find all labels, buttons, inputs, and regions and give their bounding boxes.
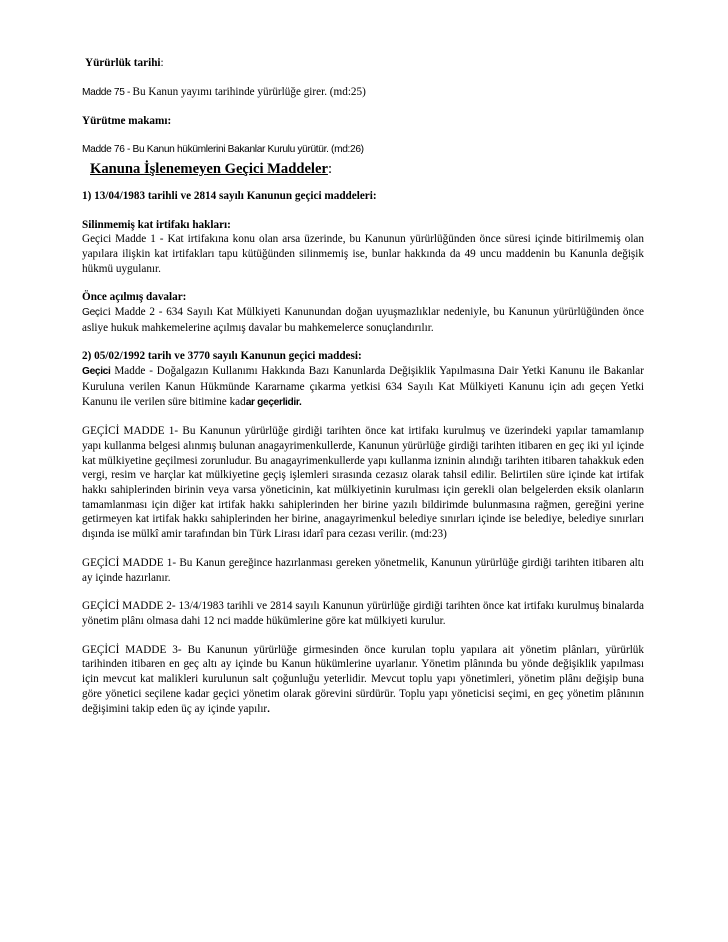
- unerased-rights-heading: Silinmemiş kat irtifakı hakları:: [82, 218, 231, 231]
- article-75: Madde 75 - Bu Kanun yayımı tarihinde yürürlüğe girer. (md:25): [82, 85, 366, 98]
- temporary-article-1-b: GEÇİCİ MADDE 1- Bu Kanun gereğince hazırlanması gereken yönetmelik, Kanunun yürürlüğe girdiği tarihten itibaren altı ay içinde hazırlanır.: [82, 556, 644, 584]
- document-page: [82, 56, 644, 717]
- temporary-article-3770: Geçici Madde - Doğalgazın Kullanımı Hakkında Bazı Kanunlarda Değişiklik Yapılmasına Dair Yetki Kanunu ile Bakanlar Kuruluna verilen Kanun Hükmünde Kararname çıkarma yetkisi 634 Sayılı Kat Mülkiyeti Kanunu için adı geçen Yetki Kanunu ile verilen süre bitimine kadar geçerlidir.: [82, 365, 644, 408]
- temporary-article-1-a: GEÇİCİ MADDE 1- Bu Kanunun yürürlüğe girdiği tarihten önce kat irtifakı kurulmuş ve üzerindeki yapılar tamamlanıp yapı kullanma belgesi alınmış bulunan anagayrimenkullerde, Kanunun yürürlüğe girdiği tarihten itibaren en geç iki yıl içinde kat mülkiyetine geçilmesi zorunludur. Bu anagayrimenkullerde yapı kullanma izninin alındığı tarihten itibaren tahakkuk eden vergi, resim ve harçlar kat mülkiyetine geçiş işlemleri sırasında cezasız olarak tahsil edilir. Belirtilen süre içinde kat irtifak hakkı sahiplerinden birinin veya varsa yöneticinin, kat mülkiyetinin kurulması için gerekli olan belgelerden eksik olanların tamamlanması için diğer kat irtifak hakkı sahiplerinden her birine yazılı bildirimde bulunmasına rağmen, gereğini yerine getirmeyen kat irtifak hakkı sahiplerinden her birine, anagayrimenkul belediye sınırları içinde ise belediye, belediye sınırları dışında ise mülkî amir tarafından bin Türk Lirası idarî para cezası verilir. (md:23): [82, 425, 644, 541]
- temporary-article-1-2814: Geçici Madde 1 - Kat irtifakına konu olan arsa üzerinde, bu Kanunun yürürlüğünden önce süresi içinde bitirilmemiş olan yapılara ilişkin kat irtifakları tapu kütüğünden silinmemiş ise, bunlar hakkında da 49 uncu maddenin bu Kanunla değişik hükmü uygulanır.: [82, 233, 644, 275]
- temporary-articles-heading: Kanuna İşlenemeyen Geçici Maddeler:: [90, 160, 332, 177]
- temporary-article-3: GEÇİCİ MADDE 3- Bu Kanunun yürürlüğe girmesinden önce kurulan toplu yapılara ait yönetim plânları, yürürlük tarihinden itibaren en geç altı ay içinde bu Kanun hükümlerine uyarlanır. Yönetim plânında bu yönde değişiklik yapılması için mevcut kat malikleri kurulunun salt çoğunluğu yeterlidir. Mevcut toplu yapı yönetimleri, yönetim plânı değişip buna göre yönetici seçilene kadar geçici yönetim olarak görevini sürdürür. Toplu yapı yöneticisi seçimi, en geç yönetim plânının değişimini takip eden üç ay içinde yapılır.: [82, 643, 644, 715]
- law-3770-heading: 2) 05/02/1992 tarih ve 3770 sayılı Kanunun geçici maddesi:: [82, 350, 362, 363]
- previous-cases-heading: Önce açılmış davalar:: [82, 291, 187, 304]
- temporary-article-2: GEÇİCİ MADDE 2- 13/4/1983 tarihli ve 2814 sayılı Kanunun yürürlüğe girdiği tarihten önce kat irtifakı kurulmuş binalarda yönetim plânı olmasa dahi 12 nci madde hükümlerine göre kat mülkiyeti kurulur.: [82, 600, 644, 627]
- law-2814-heading: 1) 13/04/1983 tarihli ve 2814 sayılı Kanunun geçici maddeleri:: [82, 189, 377, 202]
- article-76: Madde 76 - Bu Kanun hükümlerini Bakanlar Kurulu yürütür. (md:26): [82, 144, 364, 156]
- execution-heading: Yürütme makamı:: [82, 115, 172, 128]
- temporary-article-2-2814: Geçici Madde 2 - 634 Sayılı Kat Mülkiyeti Kanunundan doğan uyuşmazlıklar nedeniyle, bu Kanunun yürürlüğünden önce asliye hukuk mahkemelerine açılmış davalar bu mahkemelerce sonuçlandırılır.: [82, 306, 644, 334]
- effective-date-heading: Yürürlük tarihi:: [85, 57, 164, 69]
